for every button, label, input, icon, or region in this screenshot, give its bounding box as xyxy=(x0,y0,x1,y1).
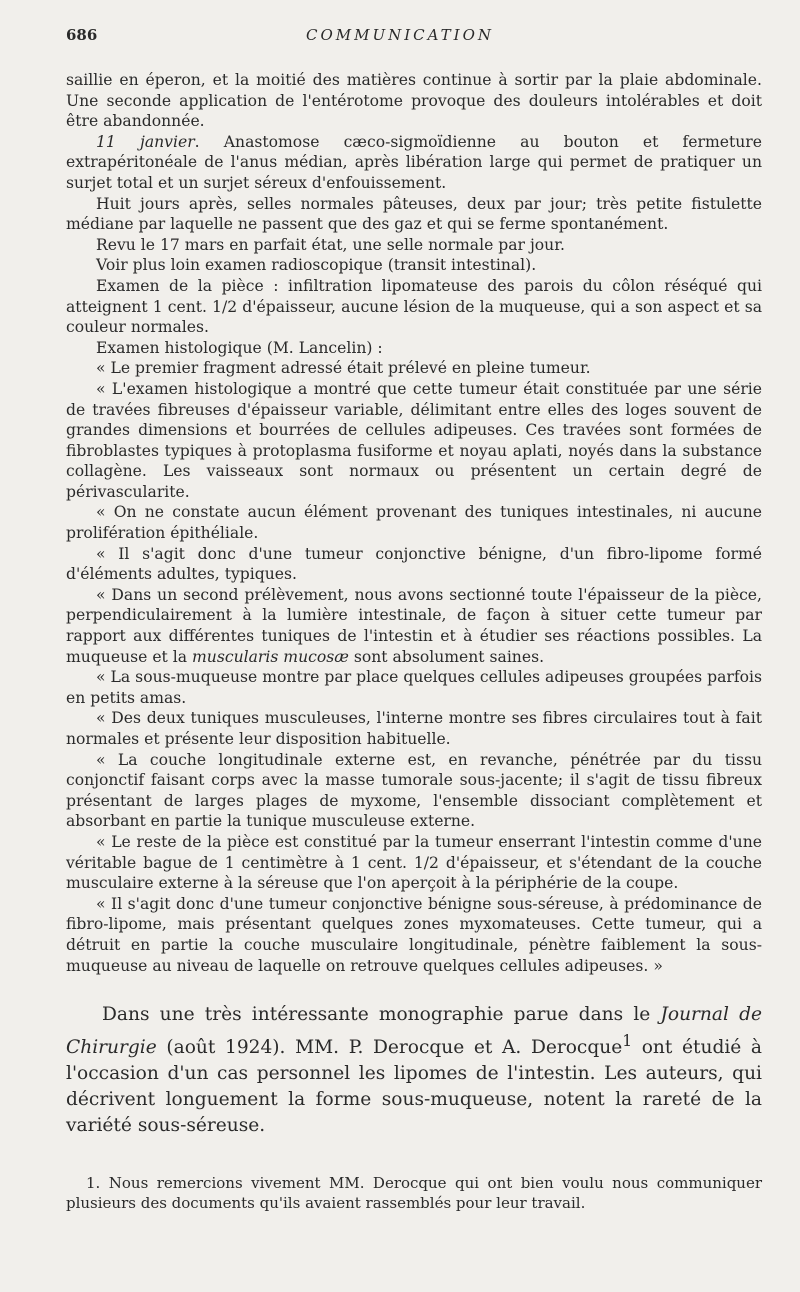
paragraph: « La sous-muqueuse montre par place quelques cellules adipeuses groupées parfois en petits amas. xyxy=(66,668,762,707)
paragraph: « Dans un second prélèvement, nous avons sectionné toute l'épaisseur de la pièce, perpendiculairement à la lumière intestinale, de façon à situer cette tumeur par rapport aux différentes tuniques de l'intestin et à étudier ses réactions possibles. La muqueuse et la muscularis mucosæ sont absolument saines. xyxy=(66,585,762,666)
text-body xyxy=(66,70,762,1213)
commentary xyxy=(66,1002,762,1139)
paragraph: « Des deux tuniques musculeuses, l'interne montre ses fibres circulaires tout à fait normales et présente leur disposition habituelle. xyxy=(66,709,762,748)
paragraph: Examen histologique (M. Lancelin) : xyxy=(96,338,383,357)
paragraph: « Le reste de la pièce est constitué par la tumeur enserrant l'intestin comme d'une véritable bague de 1 centimètre à 1 cent. 1/2 d'épaisseur, et s'étendant de la couche musculaire externe à la séreuse que l'on aperçoit à la périphérie de la coupe. xyxy=(66,832,762,893)
paragraph: « Le premier fragment adressé était prélevé en pleine tumeur. xyxy=(96,359,591,378)
page-header xyxy=(66,26,734,50)
paragraph: « L'examen histologique a montré que cette tumeur était constituée par une série de travées fibreuses d'épaisseur variable, délimitant entre elles des loges souvent de grandes dimensions et bourrées de cellules adipeuses. Ces travées sont formées de fibroblastes typiques à protoplasma fusiforme et noyau aplati, noyés dans la substance collagène. Les vaisseaux sont normaux ou présentent un certain degré de périvascularite. xyxy=(66,379,762,501)
paragraph: Revu le 17 mars en parfait état, une selle normale par jour. xyxy=(96,235,565,254)
footnote-marker: 1 xyxy=(622,1032,633,1051)
paragraph: « Il s'agit donc d'une tumeur conjonctive bénigne, d'un fibro-lipome formé d'éléments adultes, typiques. xyxy=(66,544,762,584)
paragraph: Examen de la pièce : infiltration lipomateuse des parois du côlon réséqué qui atteignent 1 cent. 1/2 d'épaisseur, aucune lésion de la muqueuse, qui a son aspect et sa couleur normales. xyxy=(66,276,762,337)
paragraph: Huit jours après, selles normales pâteuses, deux par jour; très petite fistulette médiane par laquelle ne passent que des gaz et qui se ferme spontanément. xyxy=(66,194,762,234)
case-report xyxy=(66,70,762,976)
paragraph: Voir plus loin examen radioscopique (transit intestinal). xyxy=(96,256,537,275)
footnote: 1. Nous remercions vivement MM. Derocque qui ont bien voulu nous communiquer plusieurs des documents qu'ils avaient rassemblés pour leur travail. xyxy=(66,1174,762,1213)
main-paragraph: Dans une très intéressante monographie parue dans le Journal de Chirurgie (août 1924). MM. P. Derocque et A. Derocque$^1$ ont étudié à l'occasion d'un cas personnel les lipomes de l'intestin. Les auteurs, qui décrivent longuement la forme sous-muqueuse, notent la rareté de la variété sous-séreuse. xyxy=(66,1004,763,1137)
paragraph: « On ne constate aucun élément provenant des tuniques intestinales, ni aucune prolifération épithéliale. xyxy=(66,503,762,543)
footnotes xyxy=(66,1173,762,1213)
paragraph: 11 janvier. Anastomose cæco-sigmoïdienne au bouton et fermeture extrapéritonéale de l'anus médian, après libération large qui permet de pratiquer un surjet total et un surjet séreux d'enfouissement. xyxy=(66,132,762,192)
paragraph: saillie en éperon, et la moitié des matières continue à sortir par la plaie abdominale. Une seconde application de l'entérotome provoque des douleurs intolérables et doit être abandonnée. xyxy=(66,71,762,131)
page-number: 686 xyxy=(66,26,98,44)
paragraph: « Il s'agit donc d'une tumeur conjonctive bénigne sous-séreuse, à prédominance de fibro-lipome, mais présentant quelques zones myxomateuses. Cette tumeur, qui a détruit en partie la couche musculaire longitudinale, pénètre faiblement la sous-muqueuse au niveau de laquelle on retrouve quelques cellules adipeuses. » xyxy=(66,894,762,975)
running-title: COMMUNICATION xyxy=(305,26,495,44)
paragraph: « La couche longitudinale externe est, en revanche, pénétrée par du tissu conjonctif faisant corps avec la masse tumorale sous-jacente; il s'agit de tissu fibreux présentant de larges plages de myxome, l'ensemble dissociant complètement et absorbant en partie la tunique musculeuse externe. xyxy=(66,750,762,831)
